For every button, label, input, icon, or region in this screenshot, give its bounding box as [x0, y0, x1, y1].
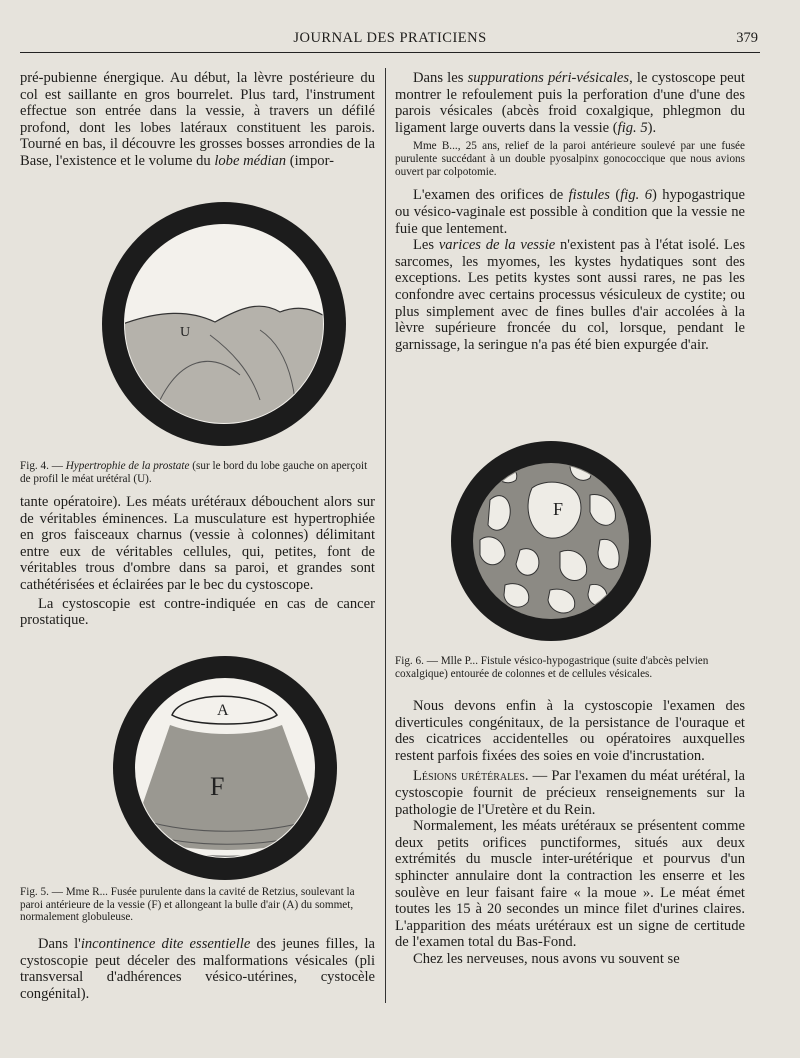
paragraph-diverticules: Nous devons enfin à la cystoscopie l'examen des diverticules congénitaux, de la persistance de l'ouraque et des cicatrices accidentelles ou opératoires auxquelles restent parfois fixées des soies en voie d'incrustation. — [395, 698, 745, 764]
figure-6-letter-f: F — [553, 499, 564, 519]
paragraph-lesions-ureterales: Lésions urétérales. — Par l'examen du méat urétéral, la cystoscopie fournit de précieux renseignements sur la pathologie de l'Uretère et du Rein. — [395, 768, 745, 818]
figure-5-cystoscopic-view — [112, 655, 338, 881]
paragraph-suppurations: Dans les suppurations péri-vésicales, le cystoscope peut montrer le refoulement puis la perforation d'une d'une des parois vésicales (abcès froid coxalgique, phlegmon du ligament large ouverts dans la vessie (fig. 5). — [395, 70, 745, 136]
case-note-mme-b: Mme B..., 25 ans, relief de la paroi antérieure soulevé par une fusée purulente succédant à un double pyosalpinx gonococcique que nous avions ouvert par colpotomie. — [395, 140, 745, 179]
left-column-middle — [20, 494, 375, 629]
figure-4-cystoscopic-view — [100, 200, 348, 448]
paragraph-normalement: Normalement, les méats urétéraux se présentent comme deux petits orifices punctiformes, situés aux deux extrémités du muscle inter-urétérique et pourvus d'un sphincter annulaire dont la contraction les enserre et les soulève en leur faisant faire « la moue ». Le méat émet toutes les 15 à 20 secondes un mince filet d'urines claires. L'apparition des méats urétéraux est un signe de certitude de l'examen total du Bas-Fond. — [395, 818, 745, 951]
figure-4-caption: Fig. 4. — Hypertrophie de la prostate (sur le bord du lobe gauche on aperçoit de profil le méat urétéral (U). — [20, 460, 368, 485]
right-column-bottom — [395, 698, 745, 968]
figure-4-letter-u: U — [180, 325, 191, 340]
page-number: 379 — [736, 30, 758, 46]
left-column-top — [20, 70, 375, 170]
paragraph-incontinence: Dans l'incontinence dite essentielle des jeunes filles, la cystoscopie peut déceler des malformations vésicales (pli transversal d'adhérences vésico-utérines, cystocèle congénital). — [20, 936, 375, 1002]
figure-6-caption: Fig. 6. — Mlle P... Fistule vésico-hypogastrique (suite d'abcès pelvien coxalgique) entourée de colonnes et de cellules vésicales. — [395, 655, 709, 680]
left-column-bottom — [20, 936, 375, 1002]
paragraph-prostate-intro: pré-pubienne énergique. Au début, la lèvre postérieure du col est saillante en gros bourrelet. Plus tard, l'instrument effectue son entrée dans la vessie, à travers un défilé profond, dont les lobes latéraux constituent les parois. Tourné en bas, il découvre les grosses bosses arrondies de la Base, l'existence et le volume du lobe médian (impor- — [20, 70, 375, 169]
paragraph-fistules: L'examen des orifices de fistules (fig. 6) hypogastrique ou vésico-vaginale est possible à condition que la vessie ne fuie que lentement. — [395, 187, 745, 237]
right-column-top — [395, 70, 745, 353]
paragraph-meats: tante opératoire). Les méats urétéraux débouchent alors sur de véritables éminences. La musculature est hypertrophiée en gros faisceaux charnus (vessie à colonnes) délimitant entre eux de véritables cellules, qui, petites, font de véritables trous d'ombre dans sa paroi, et grandes sont cathétérisées et éclairées par le bec du cystoscope. — [20, 494, 375, 593]
figure-5-letter-f: F — [210, 772, 225, 801]
paragraph-nerveuses: Chez les nerveuses, nous avons vu souvent se — [413, 950, 680, 967]
column-divider — [385, 68, 386, 1003]
figure-5-letter-a: A — [217, 702, 229, 719]
figure-6 — [450, 440, 652, 642]
figure-4 — [100, 200, 348, 448]
paragraph-varices: Les varices de la vessie n'existent pas à l'état isolé. Les sarcomes, les myomes, les kystes hydatiques sont des exceptions. Les petits kystes sont aussi rares, ne pas les confondre avec certains processus vésiculeux de cystite; ou plus simplement avec de fines bulles d'air accolées à la lèvre supérieure froncée du col, lorsque, pendant le garnissage, la seringue n'a pas été bien expurgée d'air. — [395, 237, 745, 353]
figure-6-cystoscopic-view — [450, 440, 652, 642]
paragraph-contraindication: La cystoscopie est contre-indiquée en cas de cancer prostatique. — [20, 595, 375, 629]
header-rule — [20, 52, 760, 53]
figure-5 — [112, 655, 338, 881]
figure-5-caption: Fig. 5. — Mme R... Fusée purulente dans la cavité de Retzius, soulevant la paroi antérieure de la vessie (F) et allongeant la bulle d'air (A) du sommet, normalement globuleuse. — [20, 886, 355, 924]
section-heading-lesions: Lésions urétérales. — [413, 768, 529, 785]
page-header — [20, 30, 760, 50]
running-title: JOURNAL DES PRATICIENS — [293, 30, 487, 46]
